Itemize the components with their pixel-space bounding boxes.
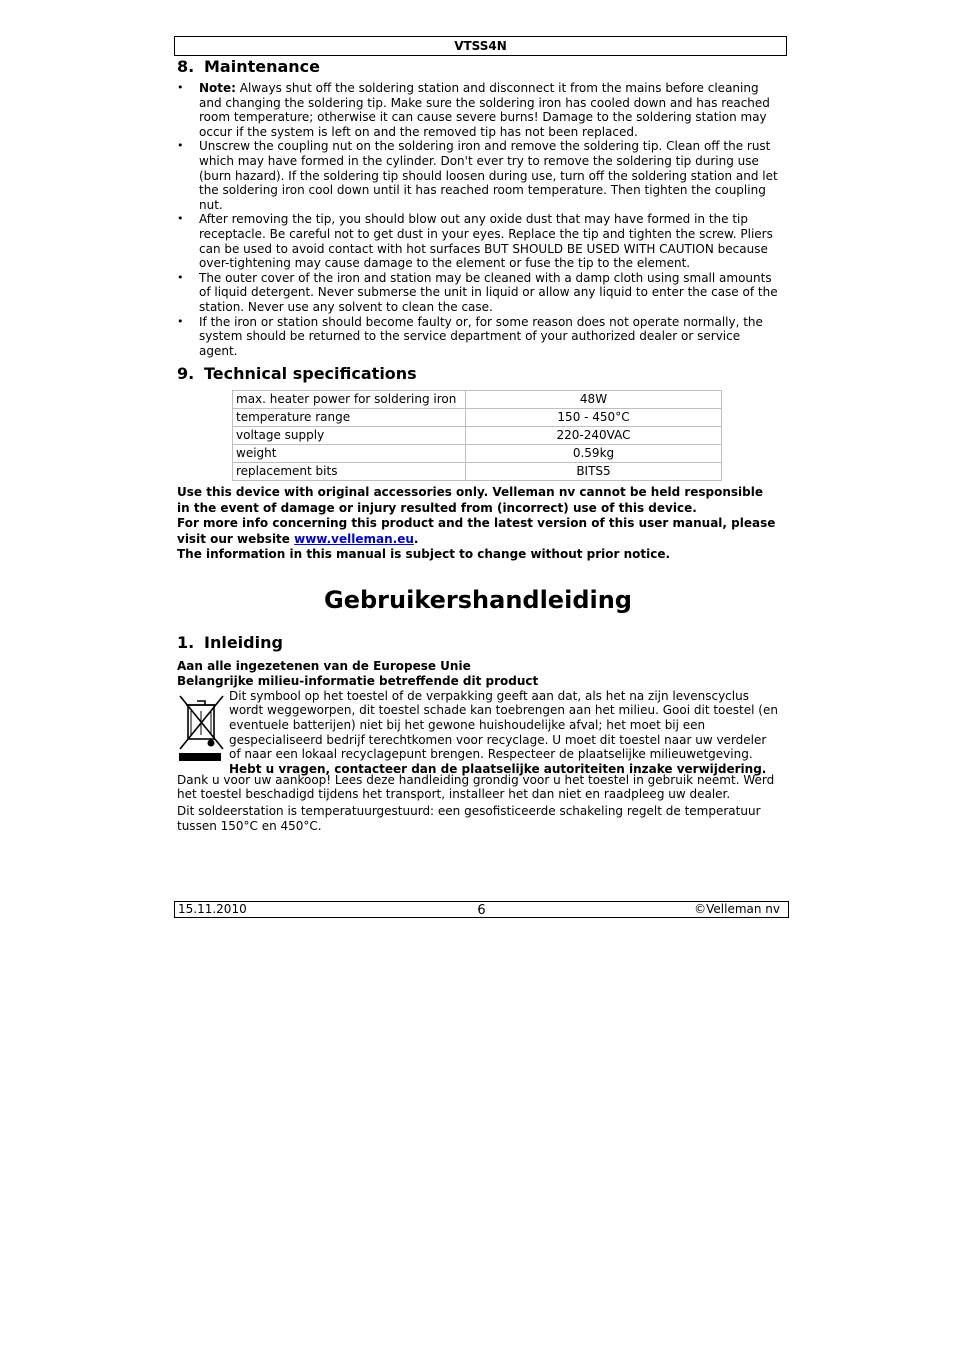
more-info-notice [177, 516, 779, 547]
list-item [177, 139, 779, 212]
env-info-subheading: Belangrijke milieu-informatie betreffende dit product [177, 673, 539, 688]
page-number: 6 [477, 903, 486, 918]
bullet-icon: • [177, 270, 184, 284]
spec-label: weight [233, 445, 466, 463]
header-model-box [174, 36, 787, 56]
table-row [233, 409, 722, 427]
list-item [177, 271, 779, 315]
content [177, 57, 779, 833]
website-link[interactable]: www.velleman.eu [294, 531, 414, 546]
list-item-text: After removing the tip, you should blow out any oxide dust that may have formed in the tip receptacle. Be careful not to get dust in your eyes. Replace the tip and tighten the screw. Pliers can be used to avoid contact with hot surfaces BUT SHOULD BE USED WITH CAUTION because over-tightening may cause damage to the element or fuse the tip to the element. [199, 212, 773, 271]
section-number: 9. [177, 364, 195, 384]
spec-value: 48W [466, 391, 722, 409]
list-item-text: Unscrew the coupling nut on the soldering iron and remove the soldering tip. Clean off the rust which may have formed in the cylinder. Don't ever try to remove the soldering tip during use (burn hazard). If the soldering tip should loosen during use, turn off the soldering station and let the soldering iron cool down until it has reached room temperature. Then tighten the coupling nut. [199, 139, 778, 212]
model-name: VTSS4N [454, 39, 507, 53]
spec-label: replacement bits [233, 463, 466, 481]
footer-date: 15.11.2010 [178, 902, 247, 916]
more-info-end: . [413, 531, 419, 546]
weee-text [229, 689, 779, 777]
crossed-out-wheelie-bin-icon [177, 691, 227, 763]
list-item [177, 315, 779, 359]
table-row [233, 391, 722, 409]
thanks-paragraph: Dank u voor uw aankoop! Lees deze handleiding grondig voor u het toestel in gebruik neemt. Werd het toestel beschadigd tijdens het transport, installeer het dan niet en raadpleeg uw dealer. [177, 772, 775, 802]
maintenance-heading [177, 57, 779, 77]
bullet-icon: • [177, 212, 184, 226]
bullet-icon: • [177, 139, 184, 153]
table-row [233, 427, 722, 445]
spec-label: voltage supply [233, 427, 466, 445]
list-item-text: Always shut off the soldering station and disconnect it from the mains before cleaning and changing the soldering tip. Make sure the soldering iron has cooled down and has reached room temperature; otherwise it can cause severe burns! Damage to the soldering station may occur if the system is left on and the removed tip has not been replaced. [199, 81, 770, 139]
weee-contact: Hebt u vragen, contacteer dan de plaatselijke autoriteiten inzake verwijdering. [229, 761, 767, 776]
notices [177, 485, 779, 563]
bullet-icon: • [177, 314, 184, 328]
maintenance-list [177, 81, 779, 358]
more-info-text: For more info concerning this product and the latest version of this user manual, please visit our website [177, 516, 776, 546]
change-notice: The information in this manual is subject to change without prior notice. [177, 547, 671, 562]
note-lead: Note: [199, 81, 236, 95]
spec-value: 0.59kg [466, 445, 722, 463]
list-item-text: If the iron or station should become faulty or, for some reason does not operate normally, the system should be returned to the service department of your authorized dealer or service agent. [199, 314, 763, 358]
bullet-icon: • [177, 81, 184, 94]
weee-block [177, 688, 779, 776]
spec-value: 150 - 450°C [466, 409, 722, 427]
section-number: 1. [177, 632, 195, 652]
spec-label: max. heater power for soldering iron [233, 391, 466, 409]
list-item [177, 81, 779, 139]
spec-value: 220-240VAC [466, 427, 722, 445]
spec-label: temperature range [233, 409, 466, 427]
eu-residents-subheading: Aan alle ingezetenen van de Europese Unie [177, 658, 471, 673]
section-title: Maintenance [204, 57, 321, 76]
station-description: Dit soldeerstation is temperatuurgestuurd: een gesofisticeerde schakeling regelt de temperatuur tussen 150°C en 450°C. [177, 803, 761, 833]
spec-value: BITS5 [466, 463, 722, 481]
weee-description: Dit symbool op het toestel of de verpakking geeft aan dat, als het na zijn levenscyclus wordt weggeworpen, dit toestel schade kan toebrengen aan het milieu. Gooi dit toestel (en eventuele batterijen) niet bij het gewone huishoudelijke afval; het moet bij een gespecialiseerd bedrijf terechtkomen voor recyclage. U moet dit toestel naar uw verdeler of naar een lokaal recyclagepunt brengen. Respecteer de plaatselijke milieuwetgeving. [229, 688, 778, 762]
section-number: 8. [177, 57, 195, 76]
section-title: Inleiding [204, 632, 283, 652]
specs-table [232, 390, 722, 481]
footer-copyright: ©Velleman nv [694, 902, 780, 916]
section-title: Technical specifications [204, 364, 417, 384]
table-row [233, 445, 722, 463]
manual-title: Gebruikershandleiding [324, 585, 632, 614]
inleiding-heading [177, 633, 779, 653]
table-row [233, 463, 722, 481]
list-item [177, 212, 779, 270]
footer [174, 901, 789, 918]
specs-heading [177, 364, 779, 384]
list-item-text: The outer cover of the iron and station may be cleaned with a damp cloth using small amounts of liquid detergent. Never submerse the unit in liquid or allow any liquid to enter the case of the station. Never use any solvent to clean the case. [199, 270, 778, 314]
accessories-notice: Use this device with original accessories only. Velleman nv cannot be held responsible in the event of damage or injury resulted from (incorrect) use of this device. [177, 485, 764, 515]
